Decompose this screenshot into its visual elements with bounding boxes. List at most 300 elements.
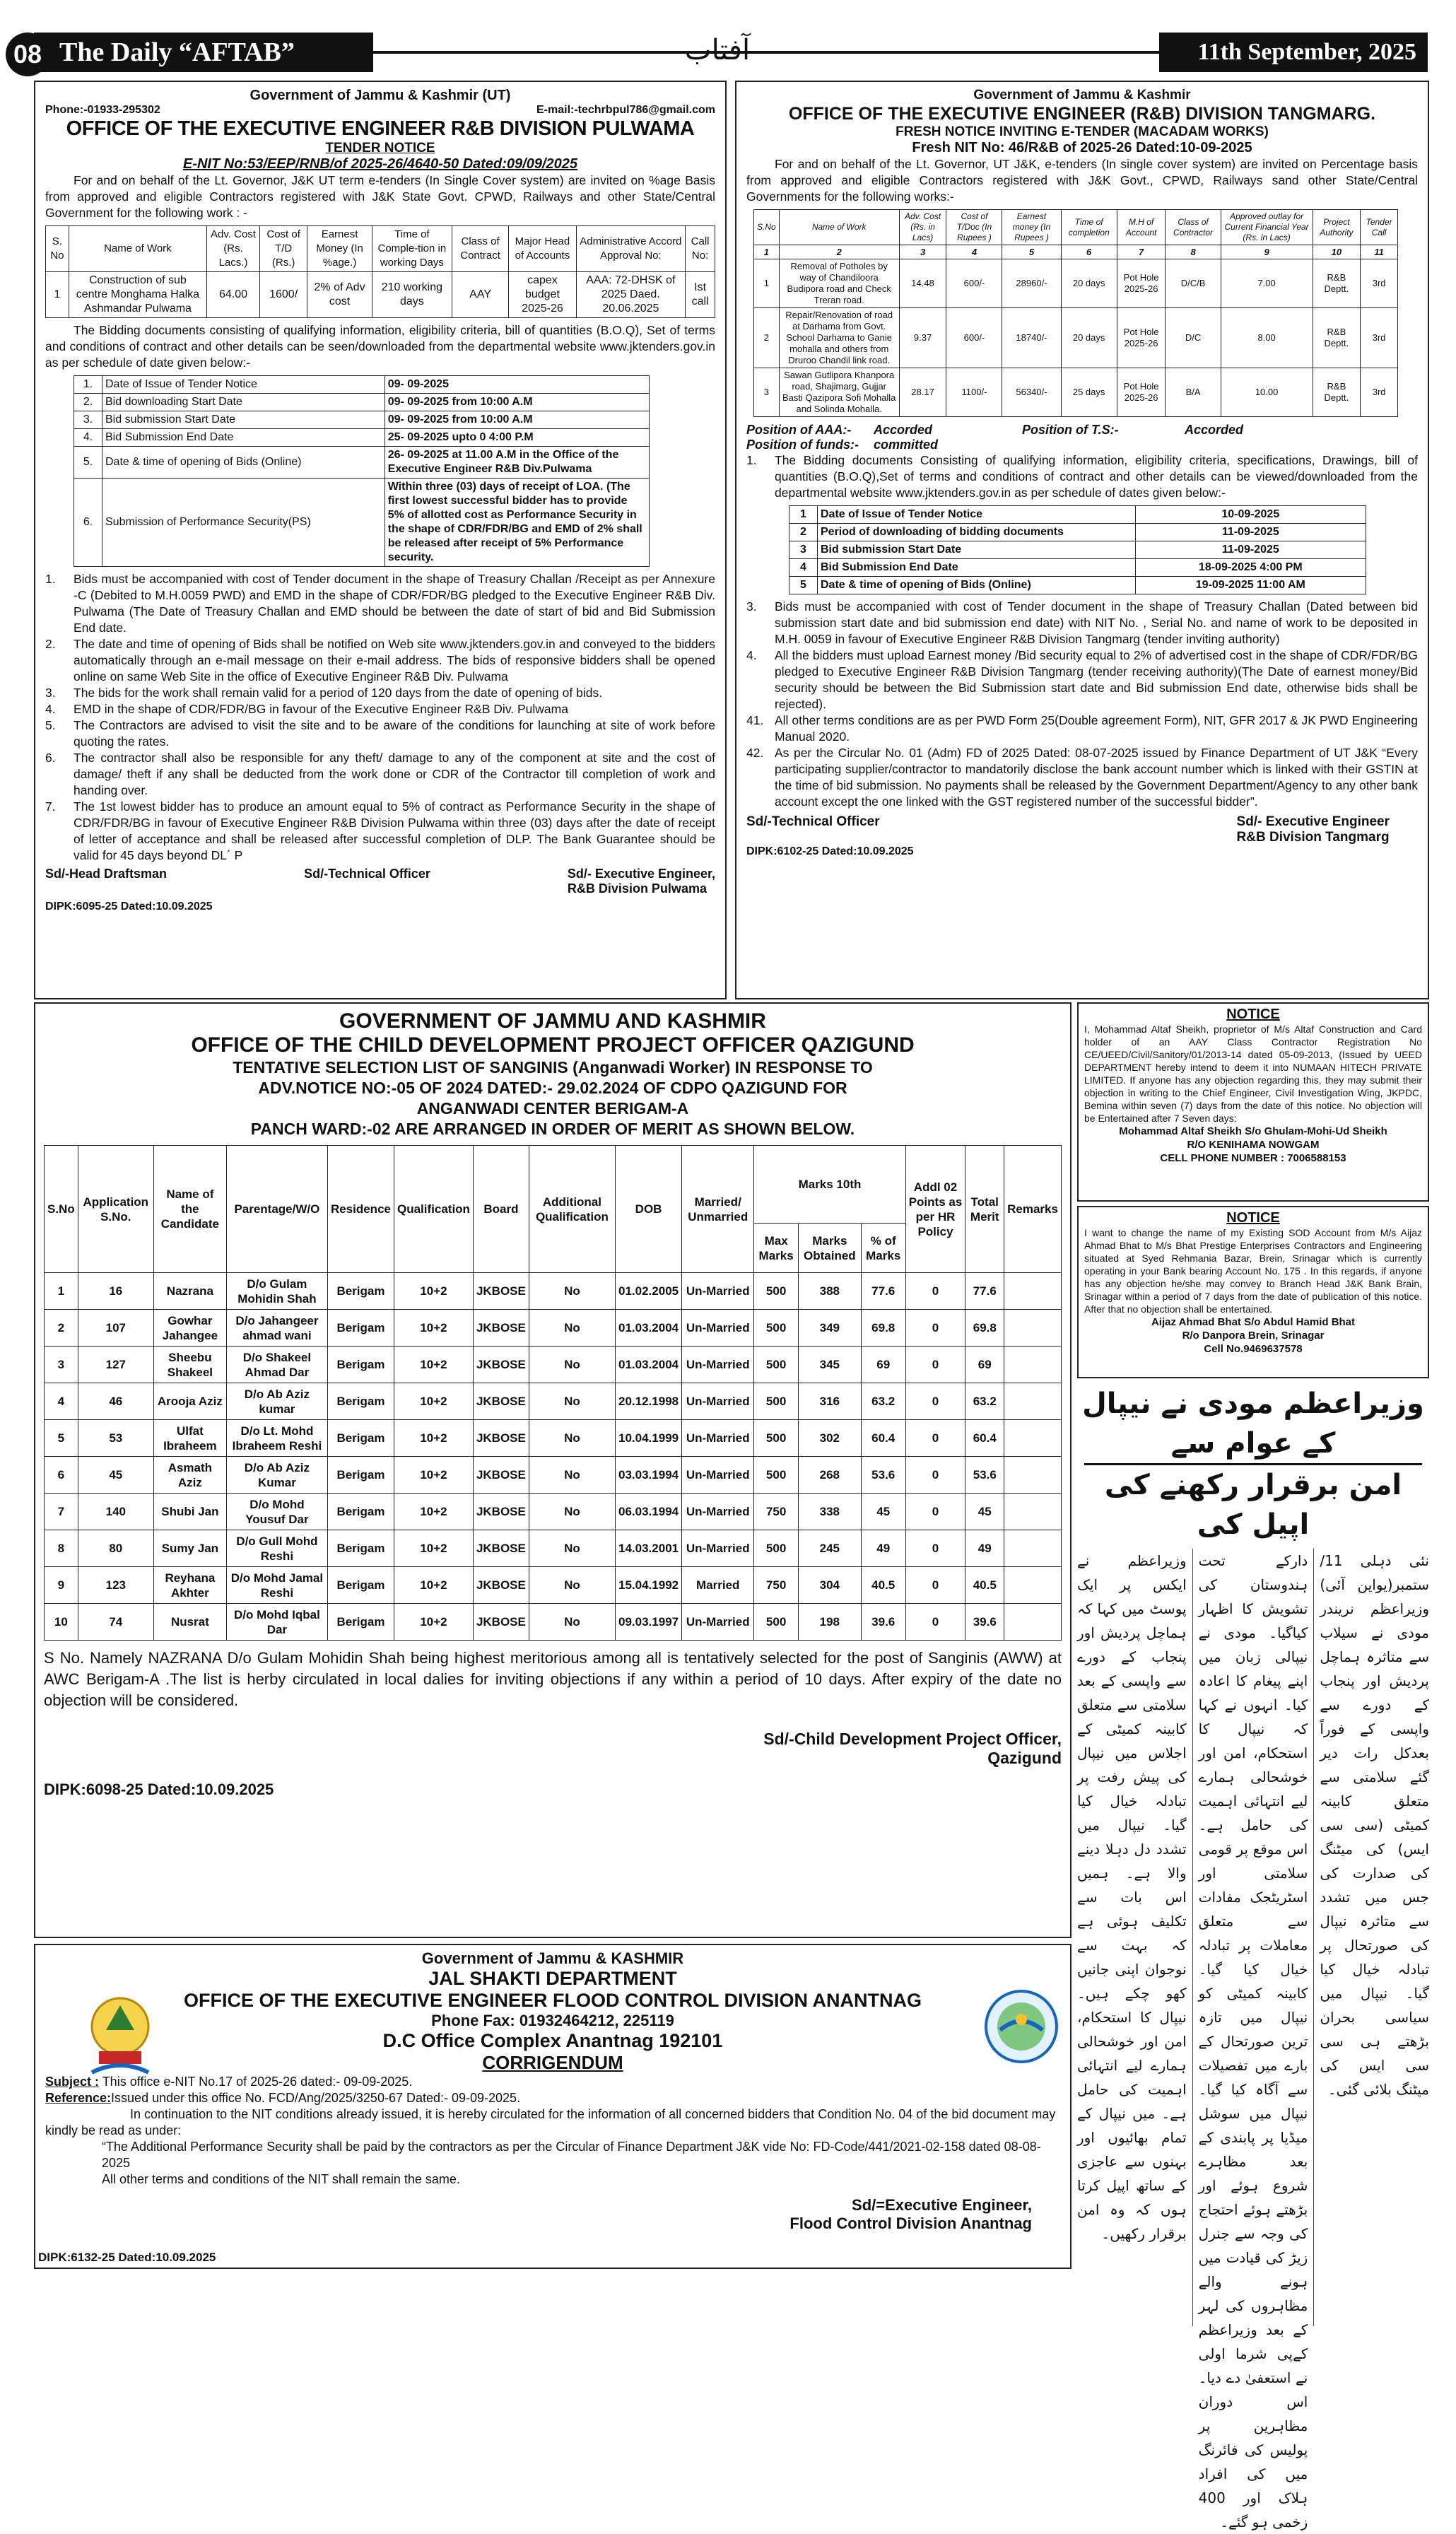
schedule-cell: 3. <box>74 411 102 429</box>
notice-title: NOTICE <box>1226 1210 1280 1226</box>
funds-label: Position of funds:- <box>746 438 859 452</box>
pulwama-tender-notice <box>34 81 727 999</box>
office-title: OFFICE OF THE EXECUTIVE ENGINEER R&B DIVISION PULWAMA <box>66 117 695 140</box>
table-cell: 16 <box>78 1273 153 1310</box>
table-cell: 500 <box>754 1273 799 1310</box>
condition-number: 5. <box>45 718 56 732</box>
reference-label: Reference: <box>45 2091 112 2105</box>
table-cell: Berigam <box>327 1273 394 1310</box>
table-cell: 53.6 <box>965 1457 1004 1494</box>
table-cell: R&B Deptt. <box>1313 368 1361 417</box>
table-cell: 107 <box>78 1310 153 1347</box>
condition-item <box>746 647 1418 712</box>
table-header: S.No <box>45 1146 78 1273</box>
table-cell: 1600/ <box>260 272 307 318</box>
table-cell: Arooja Aziz <box>153 1383 226 1420</box>
schedule-table <box>789 505 1366 594</box>
table-cell: 10+2 <box>394 1273 473 1310</box>
table-cell: No <box>529 1347 615 1383</box>
table-cell: 500 <box>754 1457 799 1494</box>
table-cell: Un-Married <box>682 1604 754 1641</box>
table-cell: Pot Hole 2025-26 <box>1117 368 1166 417</box>
condition-number: 3. <box>746 599 757 614</box>
table-cell: JKBOSE <box>473 1347 529 1383</box>
table-cell: 2% of Adv cost <box>307 272 372 318</box>
table-cell: JKBOSE <box>473 1310 529 1347</box>
gov-line: GOVERNMENT OF JAMMU AND KASHMIR <box>339 1009 766 1033</box>
table-cell: Berigam <box>327 1457 394 1494</box>
table-cell <box>1004 1530 1062 1567</box>
schedule-row <box>74 394 650 411</box>
table-cell: No <box>529 1494 615 1530</box>
condition-text: The contractor shall also be responsible for any theft/ damage to any of the component at site and the cost of damage/ theft if any shall be deducted from the work done or CDR of the Contractor till completion of work and handing over. <box>74 751 715 797</box>
schedule-cell: Bid Submission End Date <box>818 559 1136 577</box>
table-cell: D/o Shakeel Ahmad Dar <box>226 1347 327 1383</box>
table-cell: 3 <box>45 1347 78 1383</box>
dipk: DIPK:6095-25 Dated:10.09.2025 <box>45 901 213 913</box>
subject-text: This office e-NIT No.17 of 2025-26 dated:- 09-09-2025. <box>99 2075 413 2089</box>
table-cell: 14.03.2001 <box>616 1530 682 1567</box>
schedule-cell: 5 <box>789 577 818 594</box>
table-cell: 210 working days <box>372 272 452 318</box>
newspaper-name: The Daily “AFTAB” <box>34 33 373 72</box>
table-cell: 60.4 <box>861 1420 905 1457</box>
sig-ee: Sd/=Executive Engineer, <box>852 2196 1032 2214</box>
table-cell: 500 <box>754 1347 799 1383</box>
table-cell: 500 <box>754 1383 799 1420</box>
table-cell: 18740/- <box>1002 308 1061 368</box>
table-cell: 10+2 <box>394 1457 473 1494</box>
notice-body: I want to change the name of my Existing SOD Account from M/s Aijaz Ahmad Bhat to M/s Bhat Prestige Enterprises Contractors and Engineering situated at Syed Rehmania Bazar, Brein, Srinagar which is currently operating in your Bank bearing Account No. 175 . In this regards, if anyone has any objection he/she may convey to Branch Head J&K Bank Brain, Srinagar within a period of 7 days from the date of publication of this notice. After that no objection shall be entertained. <box>1084 1227 1422 1315</box>
table-cell: D/o Mohd Jamal Reshi <box>226 1567 327 1604</box>
table-cell: 77.6 <box>861 1273 905 1310</box>
sig-division: R&B Division Pulwama <box>567 881 707 896</box>
schedule-cell: 25- 09-2025 upto 0 4:00 P.M <box>384 429 650 447</box>
schedule-row <box>74 376 650 394</box>
condition-number: 4. <box>45 702 56 716</box>
reference-text: Issued under this office No. FCD/Ang/2025/3250-67 Dated:- 09-09-2025. <box>111 2091 521 2105</box>
schedule-cell: Bid submission Start Date <box>818 541 1136 559</box>
column-number: 2 <box>779 245 899 259</box>
table-cell: 316 <box>798 1383 861 1420</box>
table-cell: 198 <box>798 1604 861 1641</box>
notice-body: I, Mohammad Altaf Sheikh, proprietor of M/s Altaf Construction and Card holder of an AAY Class Contractor Registration No CE/UEED/Civil/Sanitory/01/2013-14 dated 05-09-2013, (Issued by UEED DEPARTMENT hereby intend to deem it into NUMAAN HITECH PRIVATE LIMITED. If anyone has any objection regarding this, they may submit their objection in writing to the Chief Engineer, Civil Investigation Wing, JKPDC, Bemina within seven (7) days from the date of this notice. No objection will be Entertained after 7 Seven days: <box>1084 1023 1422 1124</box>
table-cell: 123 <box>78 1567 153 1604</box>
table-cell: 60.4 <box>965 1420 1004 1457</box>
table-cell: D/o Ab Aziz Kumar <box>226 1457 327 1494</box>
table-cell: Un-Married <box>682 1383 754 1420</box>
table-cell: 20.12.1998 <box>616 1383 682 1420</box>
schedule-cell: 2. <box>74 394 102 411</box>
department: JAL SHAKTI DEPARTMENT <box>428 1968 677 1989</box>
column-number: 5 <box>1002 245 1061 259</box>
table-cell: Berigam <box>327 1347 394 1383</box>
condition-number: 41. <box>746 713 764 727</box>
table-cell: 10 <box>45 1604 78 1641</box>
schedule-cell: Date & time of opening of Bids (Online) <box>102 447 385 479</box>
table-cell: 80 <box>78 1530 153 1567</box>
table-cell: 0 <box>905 1383 965 1420</box>
headline-2: امن برقرار رکھنے کی اپیل کی <box>1104 1469 1402 1541</box>
schedule-cell: 1. <box>74 376 102 394</box>
table-cell: JKBOSE <box>473 1457 529 1494</box>
table-cell: 10+2 <box>394 1420 473 1457</box>
column-2: دارکے تحت ہندوستان کی تشویش کا اظہار کیاگیا۔ مودی نے نیپالی زبان میں اپنے پیغام کا اعادہ کیا۔ انہوں نے کہا کہ نیپال کا استحکام، امن اور خوشحالی ہمارے لیے انتہائی اہمیت کی حامل ہے۔ اس موقع پر قومی سلامتی اور اسٹریٹجک مفادات سے متعلق معاملات پر تبادلہ خیال کیا گیا۔ کابینہ کمیٹی کو نیپال میں تازہ ترین صورتحال کے بارے میں تفصیلات سے آگاہ کیا گیا۔ نیپال میں سوشل میڈیا پر پابندی کے بعد مظاہرے شروع ہوئے اور بڑھتے ہوئے احتجاج کی وجہ سے جنرل زیڑ کی قیادت میں ہونے والے مظاہروں کی لہر کے بعد وزیراعظم کےپی شرما اولی نے استعفیٰ دے دیا۔ اس دوران مظاہرین پر پولیس کی فائرنگ میں کی افراد ہلاک اور 400 زخمی ہو گئے۔ <box>1198 1552 1308 2530</box>
flood-control-corrigendum <box>34 1944 1072 2269</box>
table-cell: 03.03.1994 <box>616 1457 682 1494</box>
table-cell: 3 <box>754 368 780 417</box>
schedule-cell: Bid submission Start Date <box>102 411 385 429</box>
condition-text: EMD in the shape of CDR/FDR/BG in favour of the Executive Engineer R&B Div. Pulwama <box>74 702 568 716</box>
table-header: Additional Qualification <box>529 1146 615 1273</box>
schedule-cell: 11-09-2025 <box>1135 541 1366 559</box>
condition-item <box>45 717 715 750</box>
table-cell: 9.37 <box>899 308 946 368</box>
table-cell: 10.00 <box>1221 368 1313 417</box>
table-cell <box>1004 1494 1062 1530</box>
table-cell: Un-Married <box>682 1347 754 1383</box>
table-cell: No <box>529 1457 615 1494</box>
table-cell: 10+2 <box>394 1383 473 1420</box>
table-cell: 338 <box>798 1494 861 1530</box>
sig-ee: Sd/- Executive Engineer <box>1236 814 1390 829</box>
column-number: 10 <box>1313 245 1361 259</box>
table-header: Class of Contractor <box>1166 210 1221 245</box>
schedule-row <box>789 524 1366 541</box>
column-number: 7 <box>1117 245 1166 259</box>
table-cell: Pot Hole 2025-26 <box>1117 259 1166 308</box>
work-table <box>45 225 715 318</box>
table-cell: 10+2 <box>394 1310 473 1347</box>
intro-text: For and on behalf of the Lt. Governor, J&K UT term e-tenders (In Single Cover system) are invited on %age Basis from approved and eligible Contractors registered with J&K State Govt. CPWD, Railways and other State/Central Government for the following work : - <box>45 173 715 220</box>
office-title: OFFICE OF THE CHILD DEVELOPMENT PROJECT OFFICER QAZIGUND <box>191 1033 915 1057</box>
table-cell: Un-Married <box>682 1530 754 1567</box>
schedule-cell: Bid downloading Start Date <box>102 394 385 411</box>
condition-text: The 1st lowest bidder has to produce an amount equal to 5% of contract as Performance Security in the shape of CDR/FDR/BG in favour of Executive Engineer R&B Division Pulwama within three (03) days after the date of receipt of letter of acceptance and shall be released after successful completion of DLP. The Bank Guarantee should be valid for 45 days beyond DL´ P <box>74 799 715 862</box>
ts-value: Accorded <box>1185 423 1244 437</box>
table-cell: 349 <box>798 1310 861 1347</box>
table-cell: 1 <box>46 272 69 318</box>
table-cell: 750 <box>754 1494 799 1530</box>
table-header: Tender Call <box>1361 210 1398 245</box>
column-number: 4 <box>946 245 1002 259</box>
table-cell: 63.2 <box>965 1383 1004 1420</box>
table-cell: 49 <box>861 1530 905 1567</box>
table-cell: Pot Hole 2025-26 <box>1117 308 1166 368</box>
table-cell: Berigam <box>327 1604 394 1641</box>
table-cell: 127 <box>78 1347 153 1383</box>
condition-item <box>45 701 715 717</box>
schedule-cell: Within three (03) days of receipt of LOA. (The first lowest successful bidder has to provide 5% of allotted cost as Performance Security in the shape of CDR/FDR/BG and EMD of 2% shall be released after receipt of 5% Performance security. <box>384 479 650 567</box>
schedule-row <box>74 479 650 567</box>
table-cell: 64.00 <box>207 272 260 318</box>
conditions-list <box>746 599 1418 810</box>
table-cell: JKBOSE <box>473 1273 529 1310</box>
table-row <box>754 259 1398 308</box>
table-cell: 500 <box>754 1530 799 1567</box>
jk-emblem-icon <box>78 1988 163 2087</box>
condition-item <box>746 745 1418 810</box>
table-header: Adv. Cost (Rs. Lacs.) <box>207 226 260 272</box>
schedule-cell: 4 <box>789 559 818 577</box>
table-cell: 1100/- <box>946 368 1002 417</box>
table-header: Approved outlay for Current Financial Year (Rs. in Lacs) <box>1221 210 1313 245</box>
table-cell: Married <box>682 1567 754 1604</box>
table-cell: 69 <box>861 1347 905 1383</box>
dipk: DIPK:6098-25 Dated:10.09.2025 <box>44 1781 274 1798</box>
table-cell: Construction of sub centre Monghama Halka Ashmandar Pulwama <box>69 272 206 318</box>
table-cell: 46 <box>78 1383 153 1420</box>
table-cell: 8.00 <box>1221 308 1313 368</box>
table-row <box>45 1530 1062 1567</box>
table-cell: D/o Mohd Yousuf Dar <box>226 1494 327 1530</box>
table-cell: D/o Gulam Mohidin Shah <box>226 1273 327 1310</box>
schedule-cell: Submission of Performance Security(PS) <box>102 479 385 567</box>
table-cell: Nusrat <box>153 1604 226 1641</box>
notice-heading: FRESH NOTICE INVITING E-TENDER (MACADAM WORKS) <box>896 124 1269 139</box>
table-cell: 69.8 <box>965 1310 1004 1347</box>
notice-signatory: Mohammad Altaf Sheikh S/o Ghulam-Mohi-Ud Sheikh <box>1119 1125 1387 1137</box>
table-cell: 304 <box>798 1567 861 1604</box>
table-cell: R&B Deptt. <box>1313 308 1361 368</box>
table-cell: D/C <box>1166 308 1221 368</box>
aaa-value: Accorded <box>874 423 933 437</box>
condition-text: All the bidders must upload Earnest money /Bid security equal to 2% of advertised cost in the shape of CDR/FDR/BG pledged to Executive Engineer R&B Division Tangmarg (tender receiving authority)(The Date of earnest money/Bid security should be between the Bid Submission start date and Bid submission End date, otherwise bids shall be rejected). <box>775 648 1418 711</box>
table-cell: 40.5 <box>965 1567 1004 1604</box>
table-cell: 15.04.1992 <box>616 1567 682 1604</box>
table-cell: D/o Ab Aziz kumar <box>226 1383 327 1420</box>
condition-number: 1. <box>45 572 56 586</box>
table-cell: D/o Mohd Iqbal Dar <box>226 1604 327 1641</box>
table-cell: 7.00 <box>1221 259 1313 308</box>
table-cell: 0 <box>905 1273 965 1310</box>
table-cell: B/A <box>1166 368 1221 417</box>
table-cell <box>1004 1273 1062 1310</box>
sig-cdpo: Sd/-Child Development Project Officer, <box>763 1730 1062 1748</box>
body-1: In continuation to the NIT conditions already issued, it is hereby circulated for the information of all concerned bidders that Condition No. 04 of the bid document may kindly be read as under: <box>45 2107 1056 2137</box>
notice-phone: CELL PHONE NUMBER : 7006588153 <box>1160 1152 1346 1164</box>
sig-division: Flood Control Division Anantnag <box>789 2215 1032 2232</box>
table-header: Earnest Money (In %age.) <box>307 226 372 272</box>
table-cell: 1 <box>754 259 780 308</box>
table-row <box>45 1347 1062 1383</box>
table-cell: 268 <box>798 1457 861 1494</box>
table-subheader: Max Marks <box>754 1224 799 1273</box>
notice-phone: Cell No.9469637578 <box>1204 1343 1303 1355</box>
table-header: S.No <box>754 210 780 245</box>
issue-date: 11th September, 2025 <box>1159 33 1428 72</box>
schedule-row <box>789 541 1366 559</box>
table-cell: No <box>529 1530 615 1567</box>
table-header: M.H of Account <box>1117 210 1166 245</box>
table-cell: 345 <box>798 1347 861 1383</box>
table-cell: 25 days <box>1061 368 1117 417</box>
schedule-cell: Period of downloading of bidding documents <box>818 524 1136 541</box>
table-cell: 01.02.2005 <box>616 1273 682 1310</box>
conditions-list <box>45 571 715 864</box>
condition-number: 6. <box>45 751 56 765</box>
table-cell: Berigam <box>327 1310 394 1347</box>
condition-text: The bids for the work shall remain valid for a period of 120 days from the date of opening of bids. <box>74 686 603 700</box>
condition-text: All other terms conditions are as per PWD Form 25(Double agreement Form), NIT, GFR 2017 & JK PWD Engineering Manual 2020. <box>775 713 1418 744</box>
cdpo-selection-list <box>34 1002 1072 1938</box>
table-cell: 2 <box>754 308 780 368</box>
table-cell: 40.5 <box>861 1567 905 1604</box>
phone: Phone:-01933-295302 <box>45 104 160 116</box>
schedule-cell: 4. <box>74 429 102 447</box>
table-header: Cost of T/Doc (In Rupees ) <box>946 210 1002 245</box>
bidding-text: The Bidding documents Consisting of qualifying information, eligibility criteria, specifications, Drawings, bill of quantities (B.O.Q),Set of terms and conditions of contract and other details can be viewed/downloaded from the departmental website www.jktenders.gov.in as per schedule of dates given below:- <box>775 453 1418 500</box>
column-number: 8 <box>1166 245 1221 259</box>
table-cell: JKBOSE <box>473 1567 529 1604</box>
headline-1: وزیراعظم مودی نے نیپال کے عوام سے <box>1082 1388 1424 1460</box>
table-header: Qualification <box>394 1146 473 1273</box>
works-table <box>753 209 1398 417</box>
condition-number: 2. <box>45 637 56 651</box>
table-cell: 140 <box>78 1494 153 1530</box>
office-title: OFFICE OF THE EXECUTIVE ENGINEER (R&B) DIVISION TANGMARG. <box>788 104 1376 124</box>
table-cell <box>1004 1383 1062 1420</box>
table-row <box>45 1494 1062 1530</box>
table-cell: Berigam <box>327 1383 394 1420</box>
table-row <box>45 1310 1062 1347</box>
schedule-row <box>789 506 1366 524</box>
table-row <box>45 1567 1062 1604</box>
table-cell: 3rd <box>1361 259 1398 308</box>
table-header: Remarks <box>1004 1146 1062 1273</box>
table-cell: AAA: 72-DHSK of 2025 Daed. 20.06.2025 <box>576 272 686 318</box>
table-cell: 56340/- <box>1002 368 1061 417</box>
table-cell: 10+2 <box>394 1530 473 1567</box>
condition-item <box>746 712 1418 745</box>
table-cell: Sumy Jan <box>153 1530 226 1567</box>
table-header: Addl 02 Points as per HR Policy <box>905 1146 965 1273</box>
table-cell: Un-Married <box>682 1420 754 1457</box>
page-number: 08 <box>6 33 49 76</box>
tender-notice-heading: TENDER NOTICE <box>325 141 435 156</box>
condition-text: The date and time of opening of Bids shall be notified on Web site www.jktenders.gov.in and conveyed to the bidders automatically through an e-mail message on their e-mail address. The bids of responsive bidders shall be opened online on same Web Site in the office of Executive Engineer R&B Div. Pulwama <box>74 637 715 684</box>
table-cell: 10+2 <box>394 1347 473 1383</box>
table-cell: 0 <box>905 1310 965 1347</box>
condition-item <box>45 571 715 636</box>
column-3: وزیراعظم نے ایکس پر ایک پوسٹ میں کہا کہ ہماچل پردیش اور پنجاب کے دورے سے واپسی کے بعد سلامتی سے متعلق کابینہ کمیٹی کے اجلاس میں نیپال کی پیش رفت پر تبادلہ خیال کیا گیا۔ نیپال میں تشدد دل دہلا دینے والا ہے۔ ہمیں اس بات سے تکلیف ہوئی ہے کہ بہت سے نوجوان اپنی جانیں کھو چکے ہیں۔ نیپال کا استحکام، امن اور خوشحالی ہمارے لیے انتہائی اہمیت کی حامل ہے۔ میں نیپال کے تمام بھائیوں اور بہنوں سے عاجزی کے ساتھ اپیل کرتا ہوں کہ وہ امن برقرار رکھیں۔ <box>1076 1552 1187 2242</box>
condition-item <box>45 685 715 701</box>
table-cell: D/o Gull Mohd Reshi <box>226 1530 327 1567</box>
table-cell: 77.6 <box>965 1273 1004 1310</box>
email: E-mail:-techrbpul786@gmail.com <box>536 104 715 116</box>
table-row <box>754 308 1398 368</box>
schedule-cell: 6. <box>74 479 102 567</box>
table-header: S. No <box>46 226 69 272</box>
table-cell: 0 <box>905 1567 965 1604</box>
table-cell: Berigam <box>327 1420 394 1457</box>
table-cell: Sheebu Shakeel <box>153 1347 226 1383</box>
table-cell: 01.03.2004 <box>616 1347 682 1383</box>
column-number: 3 <box>899 245 946 259</box>
schedule-cell: 09- 09-2025 <box>384 376 650 394</box>
table-row <box>45 1273 1062 1310</box>
condition-text: The Contractors are advised to visit the site and to be aware of the conditions for launching at site of work before quoting the rates. <box>74 718 715 749</box>
table-cell: 45 <box>78 1457 153 1494</box>
table-header: Earnest money (In Rupees ) <box>1002 210 1061 245</box>
notice-aijaz-bhat <box>1077 1206 1429 1378</box>
table-cell: Un-Married <box>682 1457 754 1494</box>
table-cell: 20 days <box>1061 259 1117 308</box>
table-cell: 388 <box>798 1273 861 1310</box>
table-subheader: Marks Obtained <box>798 1224 861 1273</box>
table-cell: No <box>529 1310 615 1347</box>
table-cell: Sawan Gutlipora Khanpora road, Shajimarg, Gujjar Basti Qazipora Sofi Mohalla and Solinda Mohalla. <box>779 368 899 417</box>
table-cell: Un-Married <box>682 1310 754 1347</box>
table-cell: JKBOSE <box>473 1494 529 1530</box>
table-header: DOB <box>616 1146 682 1273</box>
table-cell: 10+2 <box>394 1567 473 1604</box>
schedule-cell: Date & time of opening of Bids (Online) <box>818 577 1136 594</box>
column-number: 9 <box>1221 245 1313 259</box>
table-cell: 500 <box>754 1420 799 1457</box>
selection-note: S No. Namely NAZRANA D/o Gulam Mohidin Shah being highest meritorious among all is tentatively selected for the post of Sanginis (AWW) at AWC Berigam-A .The list is herby circulated in local dalies for inviting objections if any within a period of 10 days. After expiry of the date no objection will be considered. <box>44 1649 1062 1709</box>
table-header: Project Authority <box>1313 210 1361 245</box>
schedule-cell: 3 <box>789 541 818 559</box>
table-cell: 600/- <box>946 308 1002 368</box>
condition-number: 42. <box>746 746 764 760</box>
table-cell: D/o Lt. Mohd Ibraheem Reshi <box>226 1420 327 1457</box>
table-cell: D/C/B <box>1166 259 1221 308</box>
tangmarg-tender-notice: Government of Jammu & Kashmir OFFICE OF THE EXECUTIVE ENGINEER (R&B) DIVISION TANGMARG. FRESH NOTICE INVITING E-TENDER (MACADAM WORKS) Fresh NIT No: 46/R&B of 2025-26 Dated:10-09-2025 For and on behalf of the Lt. Governor, UT J&K, e-tenders (In single cover system) are invited on Percentage basis from approved and eligible Contractors registered with J&K Govt., CPWD, Railways sand other State/Central Governments for the following works:- S.No Name of Work Adv. Cost (Rs. in Lacs) Cost of T/Doc (In Rupees ) Earnest money (In Rupees ) Time of completion M.H of Account Class of Contractor Approved outlay for Current Financial Year (Rs. in Lacs) Project Authority Tender Call 1 2 3 4 5 6 7 8 9 10 11 1 Removal of Potholes by way of Chandiloora Budipora road and Check Treran road. 14.48 600/- 28960/- 20 days Pot Hole 2025-26 D/C/B 7.00 R&B Deptt. 3rd 2 Repair/Renovation of road at Darhama from Govt. School Darhama to Ganie mohalla and others from Druroo Chandil link road. 9.37 600/- 18740/- 20 days Pot Hole 2025-26 D/C 8.00 R&B Deptt. 3rd 3 Sawan Gutlipora Khanpora road, Shajimarg, Gujjar Basti Qazipora Sofi Mohalla and Solinda Mohalla. 28.17 1100/- 56340/- 25 days Pot Hole 2025-26 B/A 10.00 R&B Deptt. 3rd Position of AAA:- Accorded Position of T.S:- Accorded Position of funds:- committed 1. The Bidding documents Consisting of qualifying information, eligibility criteria, specifications, Drawings, bill of quantities (B.O.Q),Set of terms and conditions of contract and other details can be viewed/downloaded from the departmental website www.jktenders.gov.in as per schedule of dates given below:- 1 Date of Issue of Tender Notice 10-09-2025 2 Period of downloading of bidding documents 11-09-2025 3 Bid submission Start Date 11-09-2025 4 Bid Submission End Date 18-09-2025 4:00 PM 5 Date & time of opening of Bids (Online) 19-09-2025 11:00 AM 3. Bids must be accompanied with cost of Tender document in the shape of Treasury Challan (Dated between bid submission start date and bid submission end date) with NIT No. , Serial No. and name of work to be deposited in M.H. 0059 in favour of Executive Engineer R&B Division Tangmarg (tender inviting authority) 4. All the bidders must upload Earnest money /Bid security equal to 2% of advertised cost in the shape of CDR/FDR/BG pledged to Executive Engineer R&B Division Tangmarg (tender receiving authority)(The Date of earnest money/Bid security should be between the Bid Submission start date and Bid submission End date, otherwise bids shall be rejected). 41. All other terms conditions are as per PWD Form 25(Double agreement Form), NIT, GFR 2017 & JK PWD Engineering Manual 2020. 42. As per the Circular No. 01 (Adm) FD of 2025 Dated: 08-07-2025 issued by Finance Department of UT J&K “Every participating supplier/contractor to mandatorily disclose the bank account number which is linked with their GSTIN at the time of bid submission. No payments shall be released by the Government Department/Agency to any other bank account except the one linked with the GST registered number of the successful bidder”. Sd/-Technical Officer Sd/- Executive Engineer R&B Division Tangmarg DIPK:6102-25 Dated:10.09.2025 <box>735 81 1429 999</box>
notice-address: R/O KENIHAMA NOWGAM <box>1187 1139 1320 1151</box>
column-number: 1 <box>754 245 780 259</box>
table-cell: No <box>529 1273 615 1310</box>
table-cell: 3rd <box>1361 308 1398 368</box>
header-rule <box>373 51 1159 54</box>
schedule-row <box>789 577 1366 594</box>
table-cell: Removal of Potholes by way of Chandiloora Budipora road and Check Treran road. <box>779 259 899 308</box>
column-number: 6 <box>1061 245 1117 259</box>
table-cell: 6 <box>45 1457 78 1494</box>
schedule-row <box>74 411 650 429</box>
sig-place: Qazigund <box>987 1749 1062 1767</box>
bidding-text: The Bidding documents consisting of qualifying information, eligibility criteria, bill of quantities (B.O.Q), Set of terms and conditions of contract and other details can be seen/downloaded from the departmental website www.jktenders.gov.in as per schedule of date given below:- <box>45 323 715 370</box>
table-row <box>45 1604 1062 1641</box>
nit-number: Fresh NIT No: 46/R&B of 2025-26 Dated:10-09-2025 <box>912 140 1252 156</box>
table-header: Board <box>473 1146 529 1273</box>
table-subheader: % of Marks <box>861 1224 905 1273</box>
table-cell: 45 <box>861 1494 905 1530</box>
table-cell: 3rd <box>1361 368 1398 417</box>
table-cell: JKBOSE <box>473 1420 529 1457</box>
sig-ee: Sd/- Executive Engineer, <box>567 867 715 881</box>
table-cell: 53 <box>78 1420 153 1457</box>
condition-text: Bids must be accompanied with cost of Tender document in the shape of Treasury Challan (Dated between bid submission start date and bid submission end date) with NIT No. , Serial No. and name of work to be deposited in M.H. 0059 in favour of Executive Engineer R&B Division Tangmarg (tender inviting authority) <box>775 599 1418 646</box>
table-cell: Ist call <box>686 272 715 318</box>
table-header: Name of Work <box>779 210 899 245</box>
schedule-cell: 09- 09-2025 from 10:00 A.M <box>384 394 650 411</box>
table-header: Name of the Candidate <box>153 1146 226 1273</box>
dipk: DIPK:6132-25 Dated:10.09.2025 <box>38 2251 216 2264</box>
office-title: OFFICE OF THE EXECUTIVE ENGINEER FLOOD CONTROL DIVISION ANANTNAG <box>183 1990 922 2011</box>
table-cell: 69 <box>965 1347 1004 1383</box>
table-header: Time of Comple-tion in working Days <box>372 226 452 272</box>
condition-item <box>45 636 715 685</box>
sig-draftsman: Sd/-Head Draftsman <box>45 867 168 881</box>
table-cell: No <box>529 1604 615 1641</box>
table-cell: 2 <box>45 1310 78 1347</box>
table-cell: D/o Jahangeer ahmad wani <box>226 1310 327 1347</box>
table-cell: 302 <box>798 1420 861 1457</box>
gov-line: Government of Jammu & Kashmir (UT) <box>249 88 511 103</box>
sig-division: R&B Division Tangmarg <box>1236 830 1390 845</box>
table-header: Administrative Accord Approval No: <box>576 226 686 272</box>
